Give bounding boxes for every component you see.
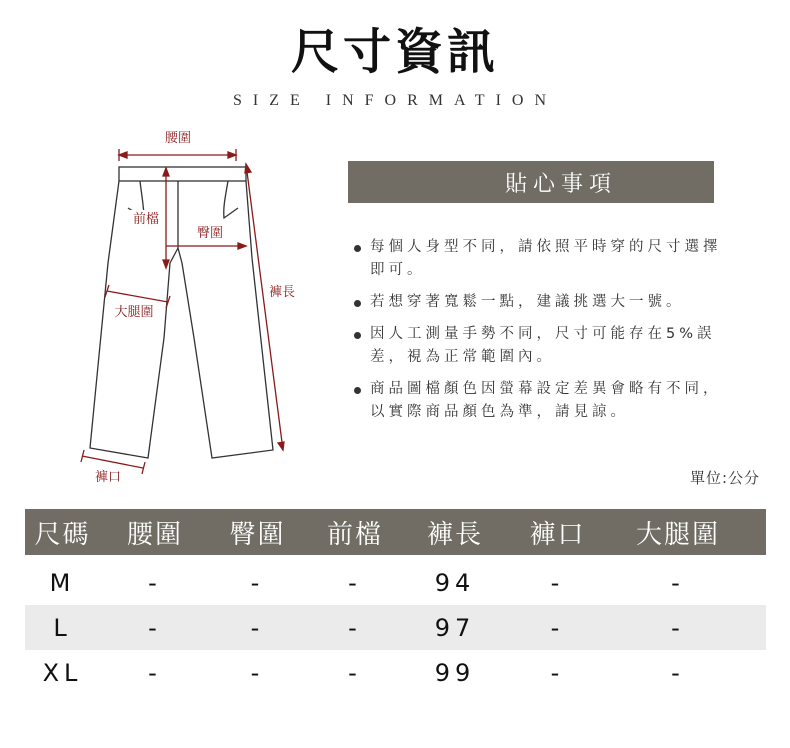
length-measure: [245, 164, 284, 450]
table-cell: L: [53, 613, 72, 642]
table-cell: M: [49, 568, 76, 597]
header-length: 褲長: [426, 519, 483, 550]
tip-item: 每個人身型不同，請依照平時穿的尺寸選擇即可。: [354, 236, 724, 282]
hip-label: 臀圍: [196, 226, 224, 241]
table-cell: -: [348, 658, 362, 687]
size-table-header: [25, 509, 766, 555]
table-cell: -: [671, 658, 685, 687]
table-cell: -: [348, 613, 362, 642]
waist-measure: [119, 149, 236, 161]
tip-item: 商品圖檔顏色因螢幕設定差異會略有不同，以實際商品顏色為準，請見諒。: [354, 378, 724, 424]
thigh-label: 大腿圍: [114, 305, 154, 320]
table-cell: -: [550, 568, 565, 597]
header-hem: 褲口: [529, 519, 586, 550]
table-cell: -: [550, 658, 565, 687]
table-cell: -: [148, 658, 162, 687]
waist-label: 腰圍: [164, 131, 192, 146]
table-cell: -: [671, 568, 685, 597]
header-waist: 腰圍: [126, 519, 183, 550]
table-cell: 99: [434, 658, 476, 687]
table-cell: -: [671, 613, 685, 642]
table-cell: -: [250, 613, 265, 642]
table-cell: XL: [42, 658, 83, 687]
page-title: 尺寸資訊: [290, 24, 499, 80]
table-cell: -: [250, 658, 265, 687]
front-rise-label: 前檔: [132, 212, 160, 227]
table-cell: 94: [434, 568, 476, 597]
length-label: 褲長: [268, 285, 296, 300]
table-cell: -: [148, 613, 162, 642]
unit-label: 單位:公分: [689, 469, 760, 487]
table-row: [25, 560, 766, 605]
hem-label: 褲口: [94, 470, 122, 485]
size-table: [25, 509, 766, 695]
table-cell: -: [148, 568, 162, 597]
table-cell: -: [550, 613, 565, 642]
tips-list: [354, 236, 724, 433]
page-subtitle: SIZE INFORMATION: [233, 92, 557, 109]
header-front-rise: 前檔: [326, 519, 383, 550]
tip-item: 因人工測量手勢不同，尺寸可能存在5%誤差，視為正常範圍內。: [354, 323, 724, 369]
header-size: 尺碼: [34, 519, 91, 550]
pants-diagram: [78, 128, 318, 498]
tips-header: 貼心事項: [348, 161, 714, 203]
table-cell: -: [348, 568, 362, 597]
table-row: [25, 605, 766, 650]
header-hip: 臀圍: [229, 519, 286, 550]
table-row: [25, 650, 766, 695]
header-thigh: 大腿圍: [635, 519, 720, 550]
table-cell: -: [250, 568, 265, 597]
tip-item: 若想穿著寬鬆一點，建議挑選大一號。: [354, 291, 724, 314]
table-cell: 97: [434, 613, 476, 642]
